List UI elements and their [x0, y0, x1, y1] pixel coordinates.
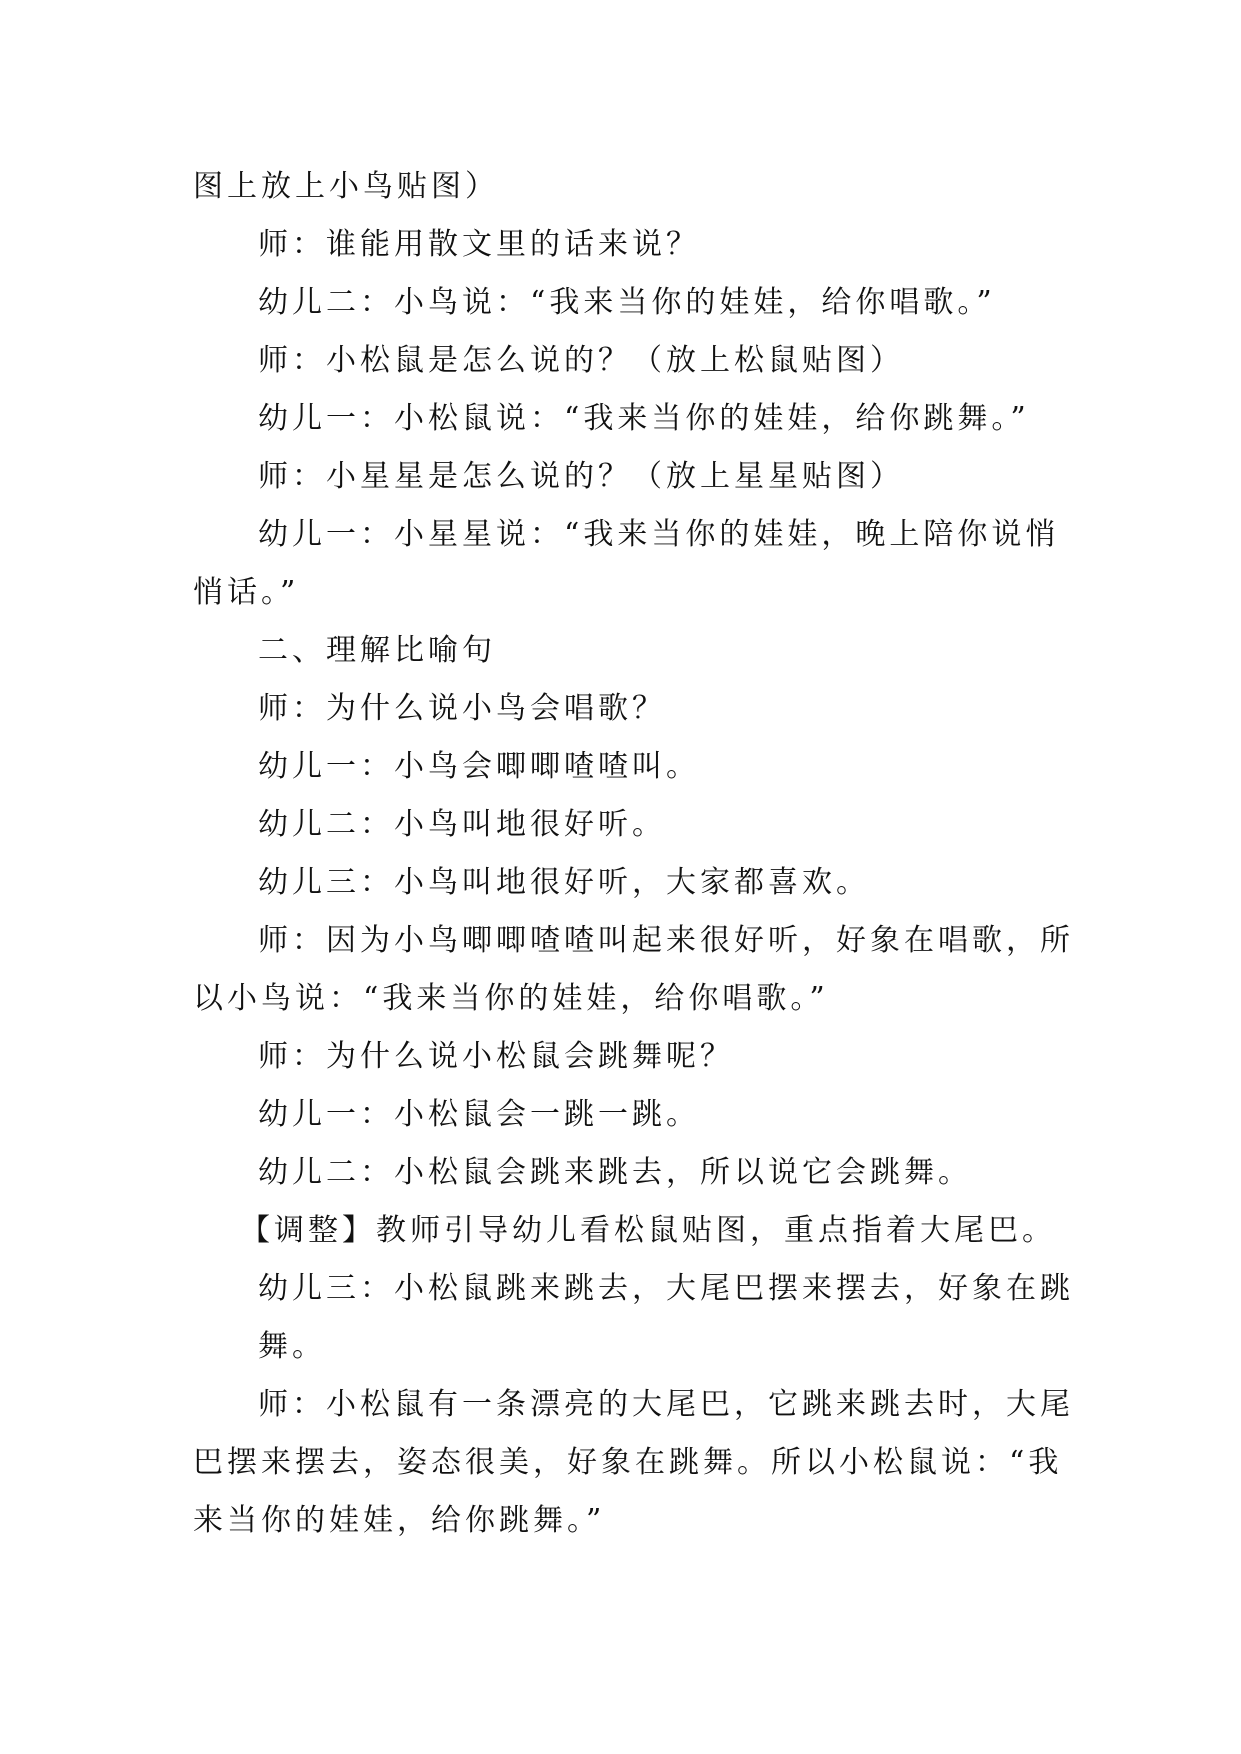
text-line-1: 图上放上小鸟贴图）	[193, 169, 499, 204]
text-line-6: 师：小星星是怎么说的？（放上星星贴图）	[258, 459, 904, 494]
text-line-11: 幼儿一：小鸟会唧唧喳喳叫。	[258, 749, 700, 784]
text-line-7: 幼儿一：小星星说：“我来当你的娃娃，晚上陪你说悄	[258, 517, 1060, 552]
section-heading: 二、理解比喻句	[258, 633, 496, 668]
text-line-22: 师：小松鼠有一条漂亮的大尾巴，它跳来跳去时，大尾	[258, 1387, 1074, 1422]
text-line-10: 师：为什么说小鸟会唱歌？	[258, 691, 666, 726]
text-line-2: 师：谁能用散文里的话来说？	[258, 227, 700, 262]
text-line-3: 幼儿二：小鸟说：“我来当你的娃娃，给你唱歌。”	[258, 285, 996, 320]
text-line-21: 舞。	[258, 1329, 326, 1364]
text-line-15: 以小鸟说：“我来当你的娃娃，给你唱歌。”	[193, 981, 829, 1016]
text-line-19: 【调整】教师引导幼儿看松鼠贴图，重点指着大尾巴。	[240, 1213, 1056, 1248]
text-line-18: 幼儿二：小松鼠会跳来跳去，所以说它会跳舞。	[258, 1155, 972, 1190]
text-line-20: 幼儿三：小松鼠跳来跳去，大尾巴摆来摆去，好象在跳	[258, 1271, 1074, 1306]
text-line-14: 师：因为小鸟唧唧喳喳叫起来很好听，好象在唱歌，所	[258, 923, 1074, 958]
text-line-23: 巴摆来摆去，姿态很美，好象在跳舞。所以小松鼠说：“我	[193, 1445, 1063, 1480]
text-line-5: 幼儿一：小松鼠说：“我来当你的娃娃，给你跳舞。”	[258, 401, 1030, 436]
text-line-12: 幼儿二：小鸟叫地很好听。	[258, 807, 666, 842]
text-line-13: 幼儿三：小鸟叫地很好听，大家都喜欢。	[258, 865, 870, 900]
text-line-17: 幼儿一：小松鼠会一跳一跳。	[258, 1097, 700, 1132]
text-line-4: 师：小松鼠是怎么说的？（放上松鼠贴图）	[258, 343, 904, 378]
text-line-8: 悄话。”	[193, 575, 300, 610]
text-line-16: 师：为什么说小松鼠会跳舞呢？	[258, 1039, 734, 1074]
text-line-24: 来当你的娃娃，给你跳舞。”	[193, 1503, 606, 1538]
